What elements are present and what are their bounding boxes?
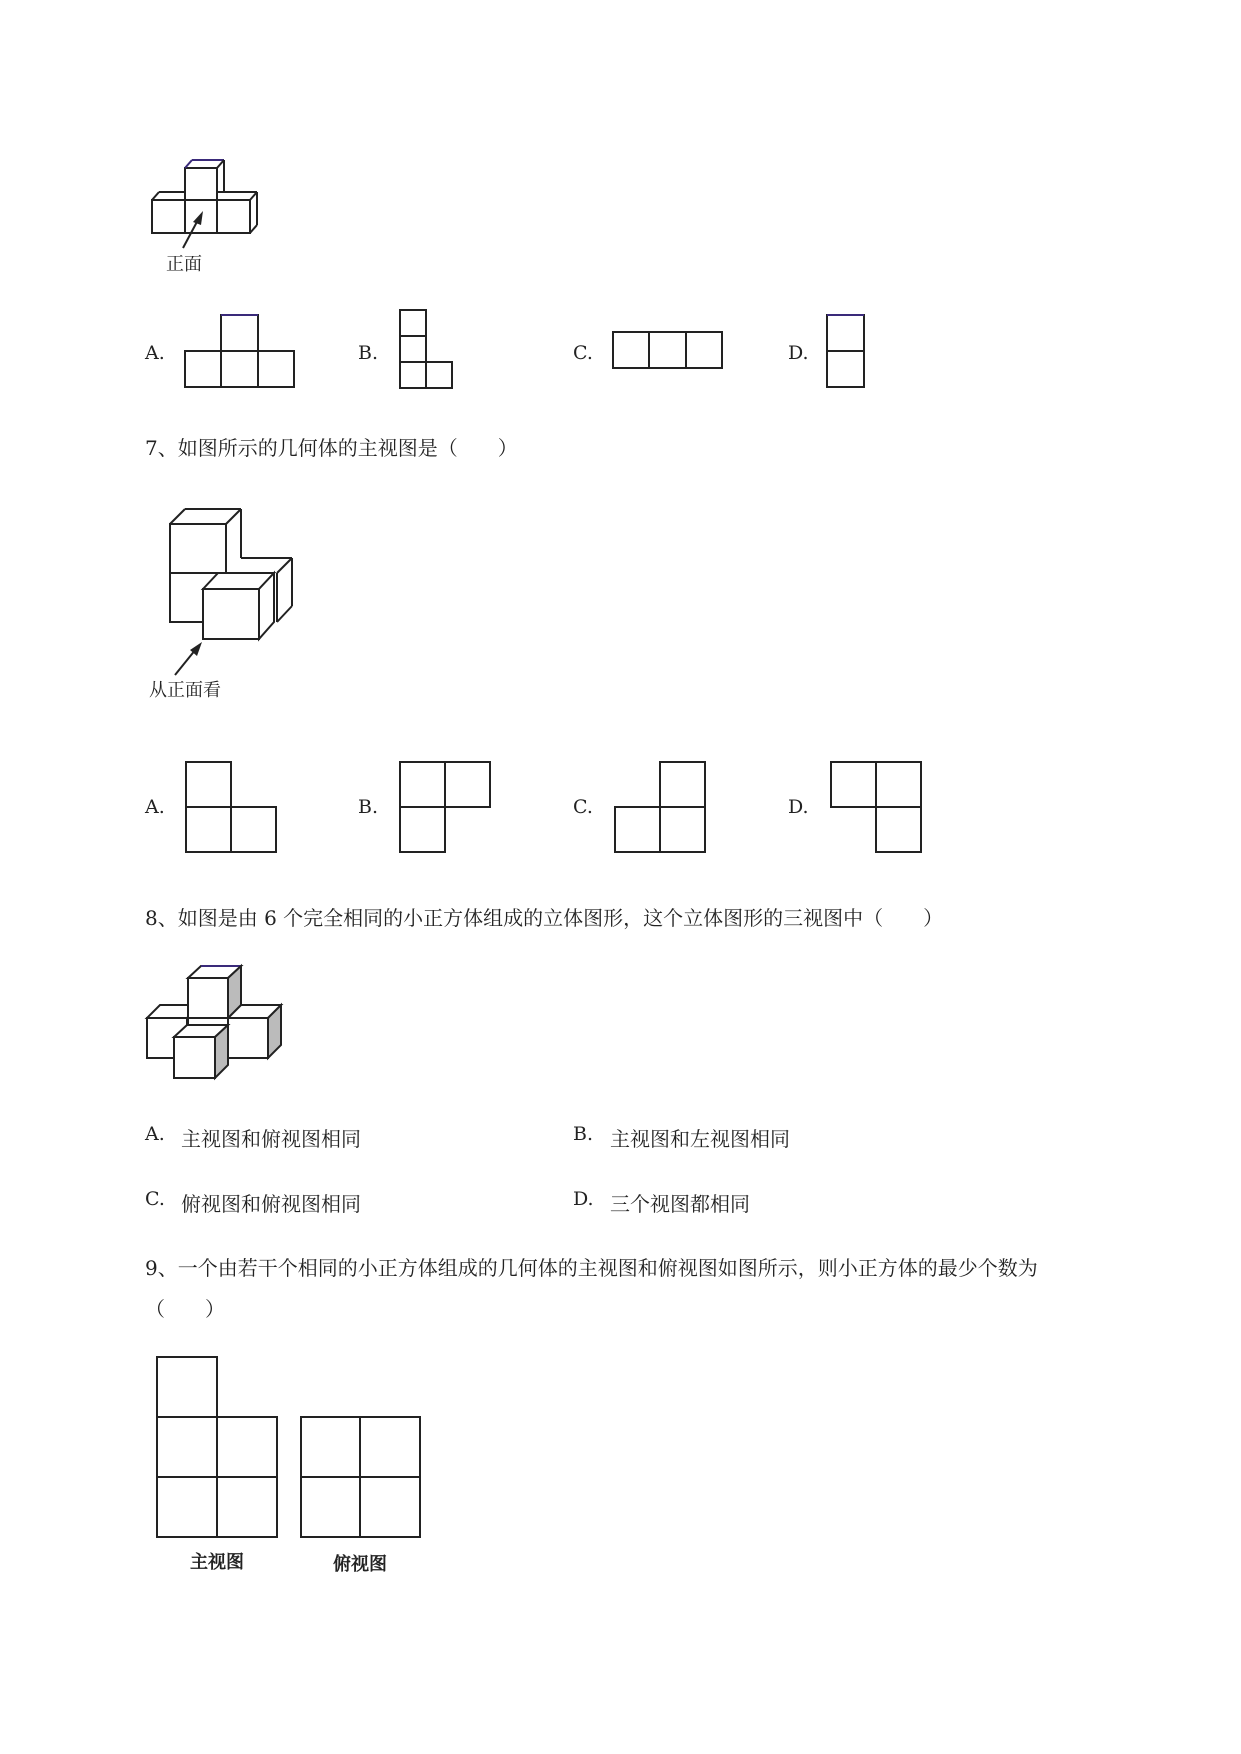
q6-option-c-label[interactable]: C. [573, 342, 593, 364]
q6-figure-label: 正面 [166, 254, 202, 275]
q6-option-a-label[interactable]: A. [145, 342, 165, 364]
q9-top-view-figure [0, 0, 1, 1]
q7-option-c-label[interactable]: C. [573, 796, 593, 818]
q8-option-b-label[interactable]: B. [573, 1123, 594, 1145]
q6-option-b-label[interactable]: B. [358, 342, 379, 364]
q7-option-b-label[interactable]: B. [358, 796, 379, 818]
q6-option-d-label[interactable]: D. [788, 342, 809, 364]
q7-option-a-label[interactable]: A. [145, 796, 165, 818]
q8-option-b-text[interactable]: 主视图和左视图相同 [610, 1127, 790, 1151]
q8-option-a-label[interactable]: A. [145, 1123, 165, 1145]
q7-option-d-label[interactable]: D. [788, 796, 809, 818]
q9-front-view-label: 主视图 [190, 1552, 244, 1573]
q8-option-d-text[interactable]: 三个视图都相同 [610, 1192, 750, 1216]
q9-question-text-line2: （ ） [145, 1297, 225, 1321]
q7-question-text: 7、如图所示的几何体的主视图是（ ） [145, 436, 518, 460]
q8-option-d-label[interactable]: D. [573, 1188, 594, 1210]
q8-question-text: 8、如图是由 6 个完全相同的小正方体组成的立体图形，这个立体图形的三视图中（ ） [145, 906, 944, 930]
q7-figure-label: 从正面看 [149, 680, 221, 701]
q9-top-view-label: 俯视图 [333, 1554, 387, 1575]
q8-option-c-label[interactable]: C. [145, 1188, 165, 1210]
q9-question-text-line1: 9、一个由若干个相同的小正方体组成的几何体的主视图和俯视图如图所示，则小正方体的最少个数为 [145, 1256, 1038, 1280]
q8-option-c-text[interactable]: 俯视图和俯视图相同 [181, 1192, 361, 1216]
q8-option-a-text[interactable]: 主视图和俯视图相同 [181, 1127, 361, 1151]
